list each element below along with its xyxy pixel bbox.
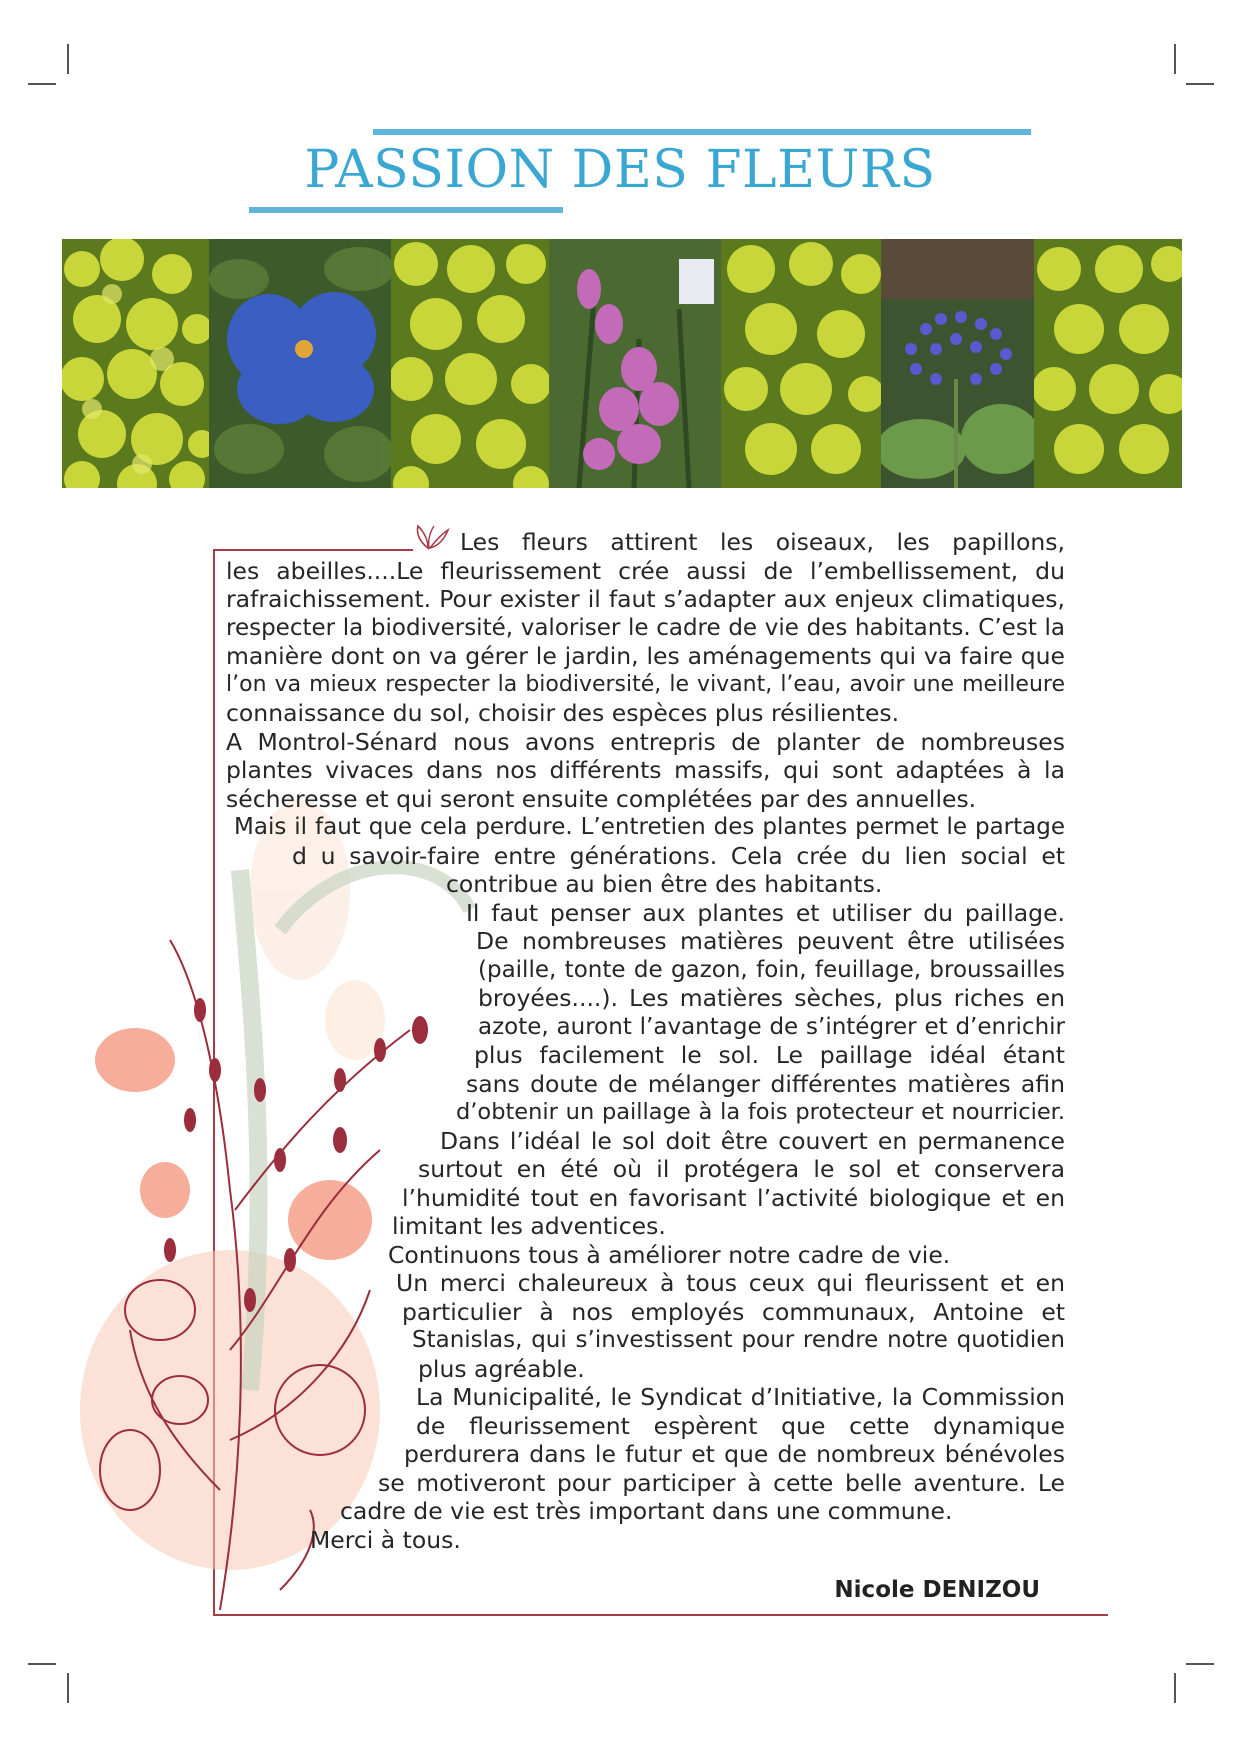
photo-yellow-shrub [721, 239, 881, 488]
article-line: Il faut penser aux plantes et utiliser du paillage. [466, 898, 1065, 927]
article-line: connaissance du sol, choisir des espèces plus résilientes. [226, 699, 900, 727]
article-line: se motiveront pour participer à cette belle aventure. Le [378, 1468, 1065, 1497]
article-line: plantes vivaces dans nos différents massifs, qui sont adaptées à la [226, 756, 1065, 784]
photo-yellow-shrub [62, 239, 209, 488]
title-bar-top [373, 129, 1031, 135]
crop-mark [1174, 1673, 1176, 1703]
article-line: de fleurissement espèrent que cette dynamique [416, 1411, 1065, 1440]
article-line: Continuons tous à améliorer notre cadre de vie. [388, 1240, 951, 1269]
article-line: Stanislas, qui s’investissent pour rendre notre quotidien [412, 1327, 1065, 1353]
article-line: contribue au bien être des habitants. [446, 870, 883, 898]
author-signature: Nicole DENIZOU [834, 1577, 1040, 1603]
article-line: azote, auront l’avantage de s’intégrer et d’enrichir [478, 1013, 1065, 1040]
article-line: La Municipalité, le Syndicat d’Initiative, la Commission [416, 1383, 1065, 1411]
article-line: d u savoir-faire entre générations. Cela crée du lien social et [292, 841, 1065, 870]
article-line: sécheresse et qui seront ensuite complétées par des annuelles. [226, 784, 977, 813]
article-line: manière dont on va gérer le jardin, les aménagements qui va faire que [226, 642, 1065, 670]
article-line: (paille, tonte de gazon, foin, feuillage, broussailles [478, 956, 1065, 983]
article-line: Les fleurs attirent les oiseaux, les papillons, [460, 528, 1065, 556]
crop-mark [1186, 1663, 1214, 1665]
photo-purple-agapanthus [881, 239, 1034, 488]
page-title: PASSION DES FLEURS [304, 140, 936, 200]
article-line: plus agréable. [418, 1354, 585, 1383]
photo-pink-gladiolus [549, 239, 721, 488]
article-line: Dans l’idéal le sol doit être couvert en permanence [440, 1126, 1065, 1155]
article-line: Merci à tous. [310, 1525, 461, 1554]
photo-yellow-shrub [391, 239, 549, 488]
article-line: plus facilement le sol. Le paillage idéal étant [474, 1041, 1065, 1069]
article-line: Mais il faut que cela perdure. L’entretien des plantes permet le partage [234, 814, 1065, 840]
article-line: particulier à nos employés communaux, Antoine et [402, 1297, 1065, 1326]
title-bar-bottom [249, 207, 563, 213]
article-line: surtout en été où il protégera le sol et conservera [418, 1155, 1065, 1183]
article-line: l’on va mieux respecter la biodiversité, le vivant, l’eau, avoir une meilleure [226, 671, 1065, 697]
title-area [0, 0, 1240, 230]
article-line: cadre de vie est très important dans une commune. [340, 1497, 953, 1525]
photo-strip [62, 239, 1182, 488]
article-line: l’humidité tout en favorisant l’activité biologique et en [402, 1183, 1065, 1212]
crop-mark [67, 1673, 69, 1703]
article-line: d’obtenir un paillage à la fois protecteur et nourricier. [456, 1099, 1065, 1125]
article-line: limitant les adventices. [392, 1212, 666, 1240]
crop-mark [28, 1663, 56, 1665]
photo-yellow-shrub [1034, 239, 1182, 488]
article-body [226, 528, 1065, 1554]
article-line: les abeilles....Le fleurissement crée aussi de l’embellissement, du [226, 556, 1065, 585]
article-line: A Montrol-Sénard nous avons entrepris de planter de nombreuses [226, 727, 1065, 756]
article-line: perdurera dans le futur et que de nombreux bénévoles [404, 1440, 1065, 1468]
article-line: broyées....). Les matières sèches, plus riches en [478, 984, 1065, 1012]
photo-blue-flower [209, 239, 391, 488]
article-line: Un merci chaleureux à tous ceux qui fleurissent et en [396, 1269, 1065, 1297]
article-line: De nombreuses matières peuvent être utilisées [476, 927, 1065, 955]
article-line: respecter la biodiversité, valoriser le cadre de vie des habitants. C’est la [226, 614, 1065, 641]
article-line: sans doute de mélanger différentes matières afin [466, 1069, 1065, 1098]
article-line: rafraichissement. Pour exister il faut s’adapter aux enjeux climatiques, [226, 585, 1065, 613]
